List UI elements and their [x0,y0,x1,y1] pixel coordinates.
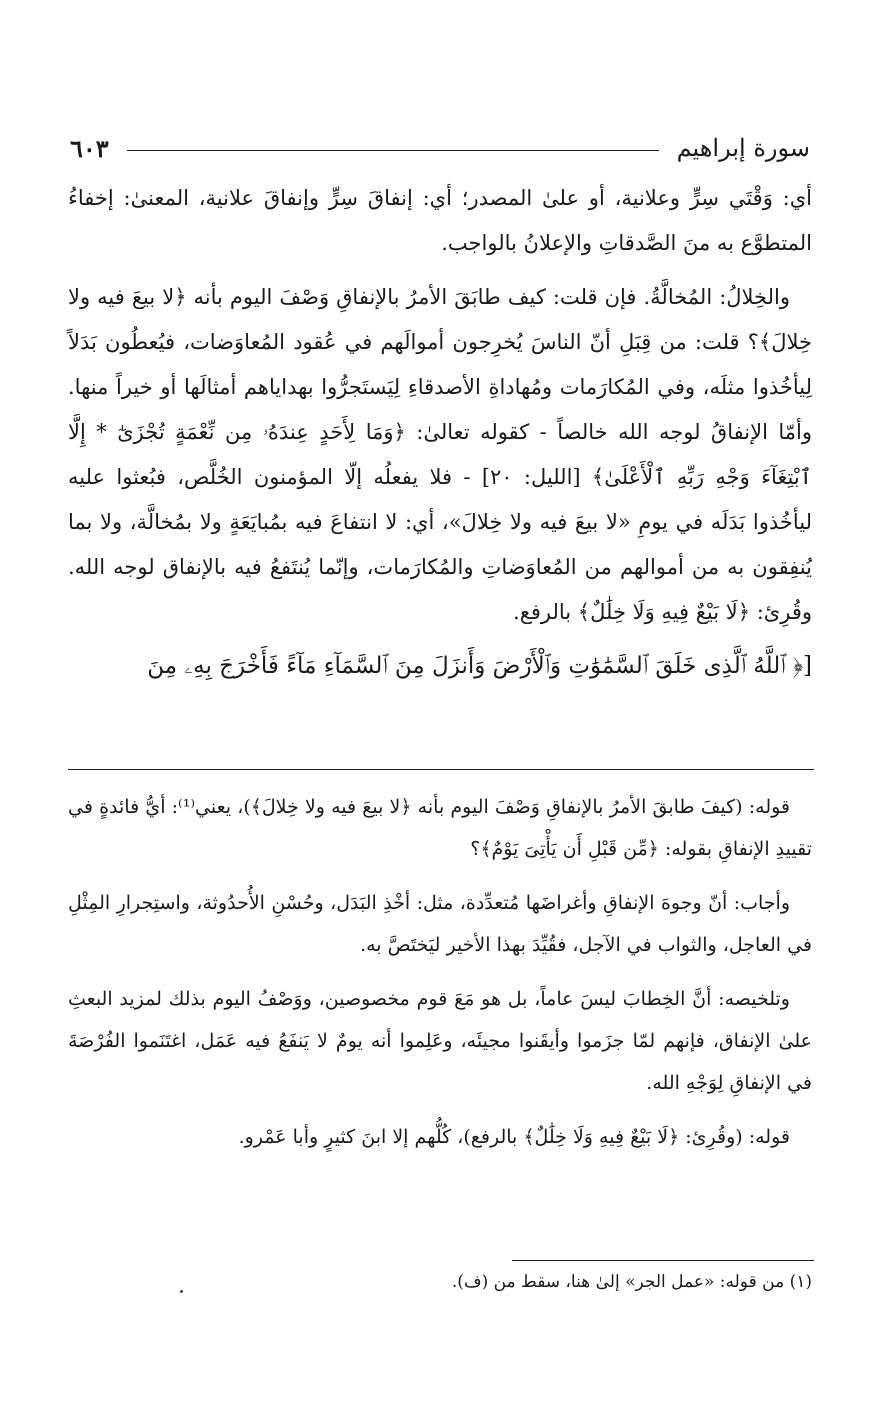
main-paragraph: والخِلالُ: المُخالَّةُ. فإن قلت: كيف طابَقَ الأمرُ بالإنفاقِ وَصْفَ اليوم بأنه ﴿لا بيعَ فيه ولا خِلالَ﴾؟ قلت: من قِبَلِ أنّ الناسَ يُخرِجون أموالَهم في عُقود المُعاوَضات، فيُعطُون بَدَلاً لِيأخُذوا مثلَه، وفي المُكارَمات ومُهاداةِ الأصدقاءِ لِيَستَجرُّوا بهداياهم أمثالَها أو خيراً منها. وأمّا الإنفاقُ لوجه الله خالصاً - كقوله تعالىٰ: ﴿وَمَا لِأَحَدٍ عِندَهُۥ مِن نِّعْمَةٍ تُجْزَىٰٓ * إِلَّا ٱبْتِغَآءَ وَجْهِ رَبِّهِ ٱلْأَعْلَىٰ﴾ [الليل: ٢٠] - فلا يفعلُه إلّا المؤمنون الخُلَّص، فبُعثوا عليه ليأخُذوا بَدَلَه في يومِ «لا بيعَ فيه ولا خِلالَ»، أي: لا انتفاعَ فيه بمُبايَعَةٍ ولا بمُخالَّة، ولا بما يُنفِقون به من أموالهم من المُعاوَضاتِ والمُكارَمات، وإنّما يُنتَفعُ فيه بالإنفاق لوجه الله. وقُرِئ: ﴿لَا بَيْعٌ فِيهِ وَلَا خِلَٰلٌ﴾ بالرفع. [68,285,812,624]
footnote-rule [512,1260,814,1261]
main-text [68,176,812,688]
commentary-paragraph: قوله: (وقُرِئ: ﴿لَا بَيْعٌ فِيهِ وَلَا خِلَٰلٌ﴾ بالرفع)، كُلُّهم إلا ابنَ كثيرٍ وأبا عَمْرو. [238,1126,790,1148]
quran-verse-line: [﴿ ٱللَّهُ ٱلَّذِى خَلَقَ ٱلسَّمَٰوَٰتِ وَٱلْأَرْضَ وَأَنزَلَ مِنَ ٱلسَّمَآءِ مَآءً فَأَخْرَجَ بِهِۦ مِنَ [147,653,812,679]
surah-title: سورة إبراهيم [676,134,810,162]
header-rule [127,150,659,151]
commentary-paragraph: وأجاب: أنّ وجوهَ الإنفاقِ وأغراضَها مُتعدِّدة، مثل: أخْذِ البَدَل، وحُسْنِ الأُحدُوثة، واستِجرارِ المِثْلِ في العاجل، والثواب في الآجل، فقُيِّدَ بهذا الأخير ليَختَصَّ به. [68,892,812,956]
page-number: ٦٠٣ [70,133,109,163]
main-paragraph: أي: وَقْتَي سِرٍّ وعلانية، أو علىٰ المصدر؛ أي: إنفاقَ سِرٍّ وإنفاقَ علانية، المعنىٰ: إخفاءُ المتطوَّع به منَ الصَّدقاتِ والإعلانُ بالواجب. [68,186,812,255]
commentary-text [68,786,812,1170]
commentary-paragraph: قوله: (كيفَ طابقَ الأمرُ بالإنفاقِ وَصْفَ اليوم بأنه ﴿لا بيعَ فيه ولا خِلالَ﴾)، يعني⁽¹⁾: أيُّ فائدةٍ في تقييدِ الإنفاقِ بقوله: ﴿مِّن قَبْلِ أَن يَأْتِىَ يَوْمٌ﴾؟ [68,796,812,860]
footnote: (١) من قوله: «عمل الجر» إلىٰ هنا، سقط من (ف). [451,1272,812,1292]
page-header [70,128,810,168]
commentary-paragraph: وتلخيصه: أنَّ الخِطابَ ليسَ عاماً، بل هو مَعَ قوم مخصوصين، ووَصْفُ اليوم بذلك لمزيد البعثِ علىٰ الإنفاق، فإنهم لمّا جزَموا وأيقَنوا مجيئَه، وعَلِموا أنه يومٌ لا يَنفَعُ فيه عَمَل، اغتَنَموا الفُرْصَةَ في الإنفاقِ لِوَجْهِ الله. [68,988,812,1094]
text-commentary-divider [68,769,814,770]
print-speck [180,1290,183,1293]
